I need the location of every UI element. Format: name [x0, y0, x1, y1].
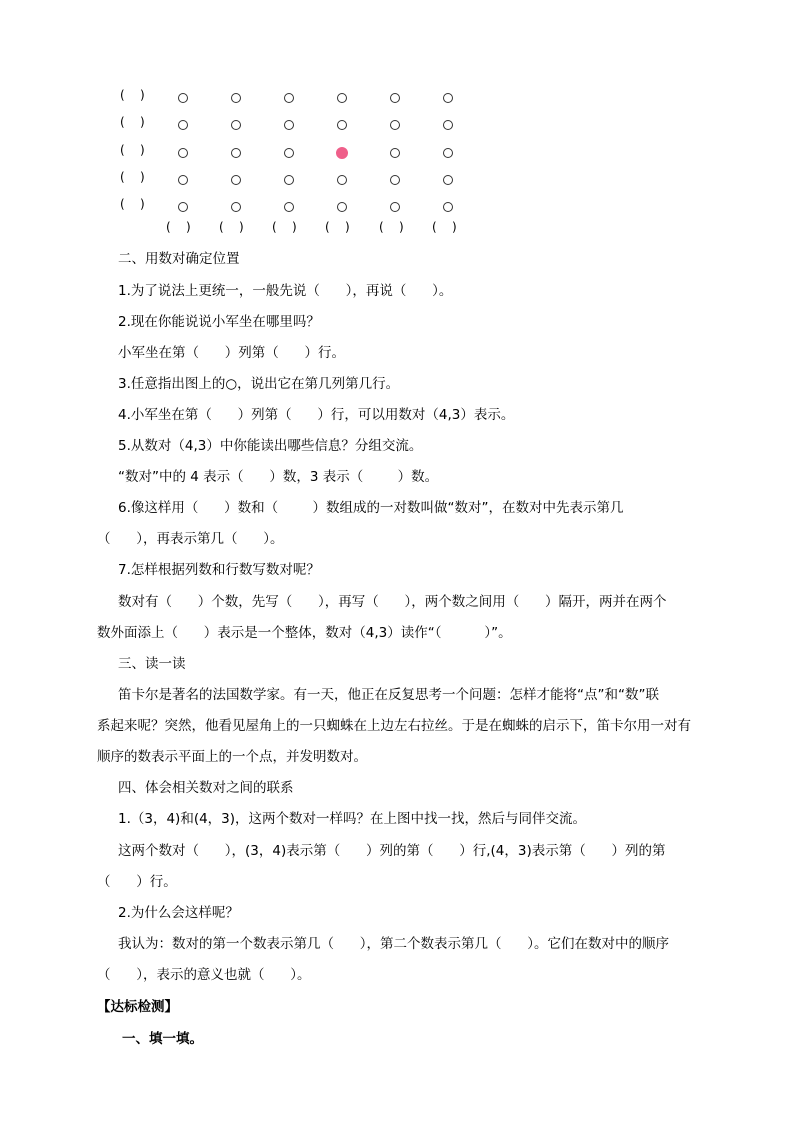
seat-dot [284, 120, 294, 130]
seat-dot [284, 148, 294, 158]
question-5-answer: “数对”中的 4 表示（ ）数，3 表示（ ）数。 [118, 469, 439, 485]
seat-dot [443, 202, 453, 212]
section-heading-2: 二、用数对确定位置 [118, 251, 240, 267]
seat-dot [231, 148, 241, 158]
seat-dot [178, 120, 188, 130]
seat-dot [390, 93, 400, 103]
seat-dot [443, 120, 453, 130]
xiaojun-seat-dot [336, 147, 348, 159]
column-label-paren: ( ) [219, 220, 244, 234]
row-label-paren: ( ) [120, 88, 145, 102]
reading-line-3: 顺序的数表示平面上的一个点，并发明数对。 [97, 749, 367, 765]
seat-dot [443, 175, 453, 185]
column-label-paren: ( ) [325, 220, 350, 234]
seat-dot [390, 202, 400, 212]
question-7-line-1: 数对有（ ）个数，先写（ ），再写（ ），两个数之间用（ ）隔开，两并在两个 [118, 594, 667, 610]
seat-dot [337, 93, 347, 103]
section-heading-4: 四、体会相关数对之间的联系 [118, 780, 294, 796]
seat-dot [443, 148, 453, 158]
question-7: 7.怎样根据列数和行数写数对呢？ [118, 562, 320, 578]
seat-dot [231, 93, 241, 103]
question-2: 2.现在你能说说小军坐在哪里吗？ [118, 314, 320, 330]
question-7-line-2: 数外面添上（ ）表示是一个整体，数对（4,3）读作“（ ）”。 [97, 625, 512, 641]
question-4-2: 2.为什么会这样呢？ [118, 905, 239, 921]
question-3: 3.任意指出图上的○，说出它在第几列第几行。 [118, 376, 400, 392]
question-4-1: 1.（3，4)和(4，3)，这两个数对一样吗？在上图中找一找，然后与同伴交流。 [118, 811, 587, 827]
seat-dot [390, 175, 400, 185]
seat-dot [284, 93, 294, 103]
seat-dot [178, 175, 188, 185]
seat-dot [284, 202, 294, 212]
column-label-paren: ( ) [272, 220, 297, 234]
assessment-part-1-heading: 一、填一填。 [122, 1031, 203, 1047]
seat-dot [178, 93, 188, 103]
seat-dot [337, 202, 347, 212]
seat-dot [231, 175, 241, 185]
seat-dot [178, 202, 188, 212]
question-4-2-answer-line-2: （ ），表示的意义也就（ ）。 [97, 967, 311, 983]
seat-dot [390, 148, 400, 158]
question-2-answer: 小军坐在第（ ）列第（ ）行。 [118, 345, 345, 361]
reading-line-1: 笛卡尔是著名的法国数学家。有一天，他正在反复思考一个问题：怎样才能将“点”和“数”联 [118, 687, 659, 703]
row-label-paren: ( ) [120, 143, 145, 157]
row-label-paren: ( ) [120, 115, 145, 129]
question-4: 4.小军坐在第（ ）列第（ ）行，可以用数对（4,3）表示。 [118, 407, 515, 423]
seat-dot [231, 202, 241, 212]
section-heading-3: 三、读一读 [118, 656, 186, 672]
question-1: 1.为了说法上更统一，一般先说（ ），再说（ ）。 [118, 283, 453, 299]
seat-dot [337, 175, 347, 185]
question-6-line-2: （ ），再表示第几（ ）。 [97, 531, 284, 547]
question-4-2-answer-line-1: 我认为：数对的第一个数表示第几（ ），第二个数表示第几（ ）。它们在数对中的顺序 [118, 936, 669, 952]
column-label-paren: ( ) [379, 220, 404, 234]
row-label-paren: ( ) [120, 197, 145, 211]
column-label-paren: ( ) [166, 220, 191, 234]
row-label-paren: ( ) [120, 170, 145, 184]
question-4-1-answer-line-1: 这两个数对（ ），(3，4)表示第（ ）列的第（ ）行,(4，3)表示第（ ）列的第 [118, 843, 666, 859]
seat-dot [178, 148, 188, 158]
seat-dot [443, 93, 453, 103]
question-6-line-1: 6.像这样用（ ）数和（ ）数组成的一对数叫做“数对”，在数对中先表示第几 [118, 500, 624, 516]
question-4-1-answer-line-2: （ ）行。 [97, 874, 177, 890]
seat-dot [337, 120, 347, 130]
section-heading-assessment: 【达标检测】 [97, 999, 178, 1015]
seat-dot [231, 120, 241, 130]
seat-dot [390, 120, 400, 130]
column-label-paren: ( ) [432, 220, 457, 234]
question-5: 5.从数对（4,3）中你能读出哪些信息？分组交流。 [118, 438, 423, 454]
reading-line-2: 系起来呢？突然，他看见屋角上的一只蜘蛛在上边左右拉丝。于是在蜘蛛的启示下，笛卡尔用一对有 [97, 718, 691, 734]
seat-dot [284, 175, 294, 185]
